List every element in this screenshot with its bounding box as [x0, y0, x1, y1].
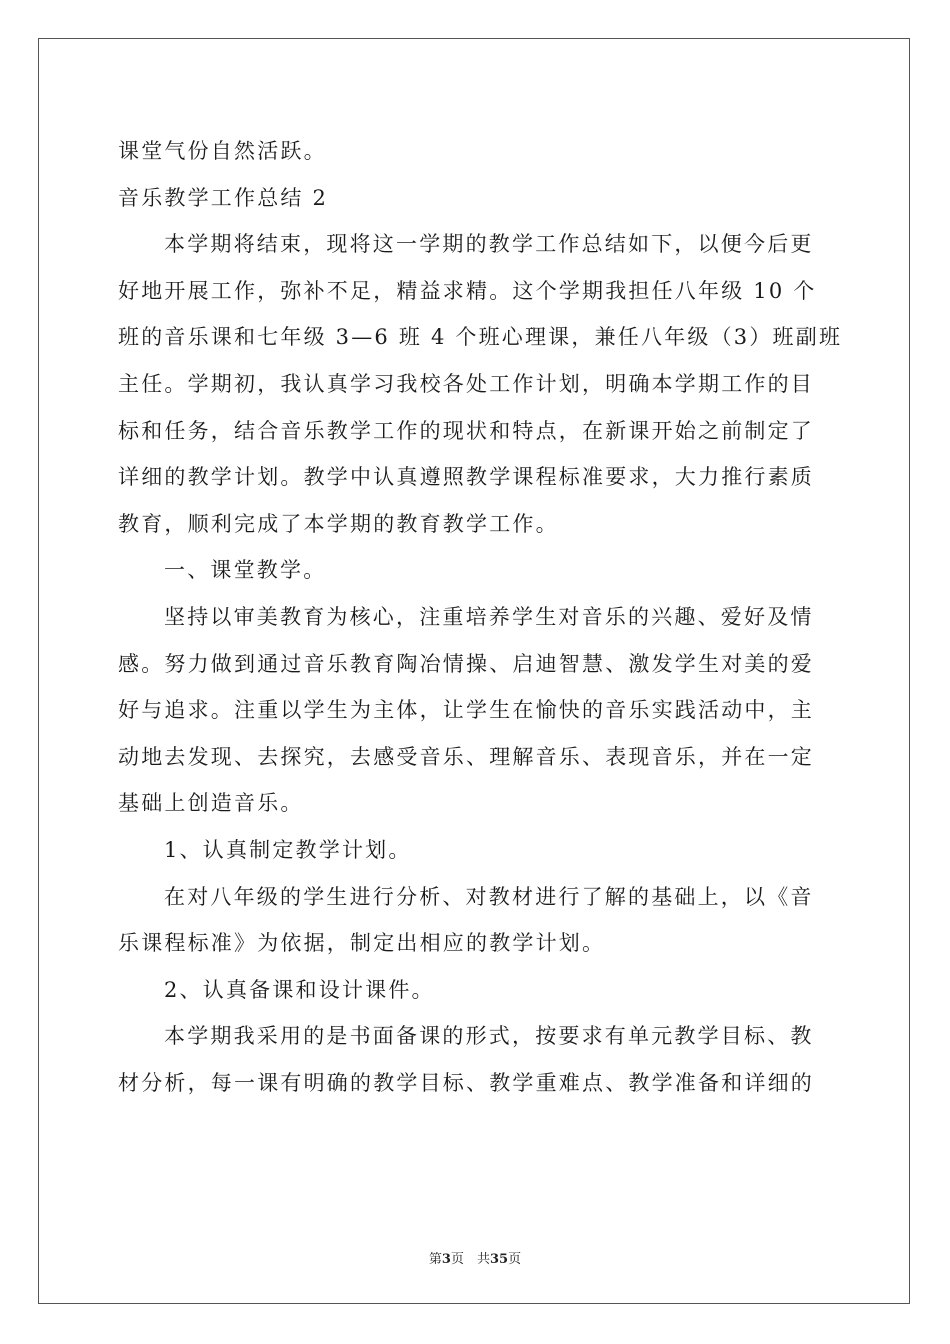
text-line: 班的音乐课和七年级 3—6 班 4 个班心理课，兼任八年级（3）班副班: [118, 325, 843, 350]
page-mid: 页 共: [450, 1252, 490, 1267]
paragraph-start: 本学期将结束，现将这一学期的教学工作总结如下，以便今后更: [164, 232, 814, 257]
text-line: 动地去发现、去探究，去感受音乐、理解音乐、表现音乐，并在一定: [118, 744, 814, 769]
subsection-heading: 2、认真备课和设计课件。: [164, 977, 435, 1002]
page-prefix: 第: [428, 1252, 442, 1267]
text-line: 感。努力做到通过音乐教育陶冶情操、启迪智慧、激发学生对美的爱: [118, 651, 814, 676]
paragraph-start: 在对八年级的学生进行分析、对教材进行了解的基础上，以《音: [164, 884, 814, 909]
text-line: 基础上创造音乐。: [118, 791, 304, 816]
paragraph-start: 本学期我采用的是书面备课的形式，按要求有单元教学目标、教: [164, 1024, 814, 1049]
text-line: 课堂气份自然活跃。: [118, 139, 327, 163]
text-line: 教育，顺利完成了本学期的教育教学工作。: [118, 511, 559, 536]
text-line: 材分析，每一课有明确的教学目标、教学重难点、教学准备和详细的: [118, 1070, 814, 1095]
page-number: 3: [441, 1252, 451, 1267]
paragraph-start: 坚持以审美教育为核心，注重培养学生对音乐的兴趣、爱好及情: [164, 604, 814, 629]
text-line: 标和任务，结合音乐教学工作的现状和特点，在新课开始之前制定了: [118, 418, 814, 443]
text-line: 详细的教学计划。教学中认真遵照教学课程标准要求，大力推行素质: [118, 465, 814, 490]
subsection-heading: 1、认真制定教学计划。: [164, 837, 412, 862]
text-line: 主任。学期初，我认真学习我校各处工作计划，明确本学期工作的目: [118, 371, 814, 396]
section-title: 音乐教学工作总结 2: [118, 185, 329, 210]
page-suffix: 页: [508, 1252, 522, 1267]
page-footer: [0, 1248, 950, 1267]
text-line: 乐课程标准》为依据，制定出相应的教学计划。: [118, 931, 606, 956]
page-total: 35: [489, 1252, 509, 1267]
text-line: 好与追求。注重以学生为主体，让学生在愉快的音乐实践活动中，主: [118, 698, 814, 723]
text-line: 好地开展工作，弥补不足，精益求精。这个学期我担任八年级 10 个: [118, 278, 817, 303]
subsection-heading: 一、课堂教学。: [164, 558, 327, 583]
document-body: [118, 128, 843, 1106]
